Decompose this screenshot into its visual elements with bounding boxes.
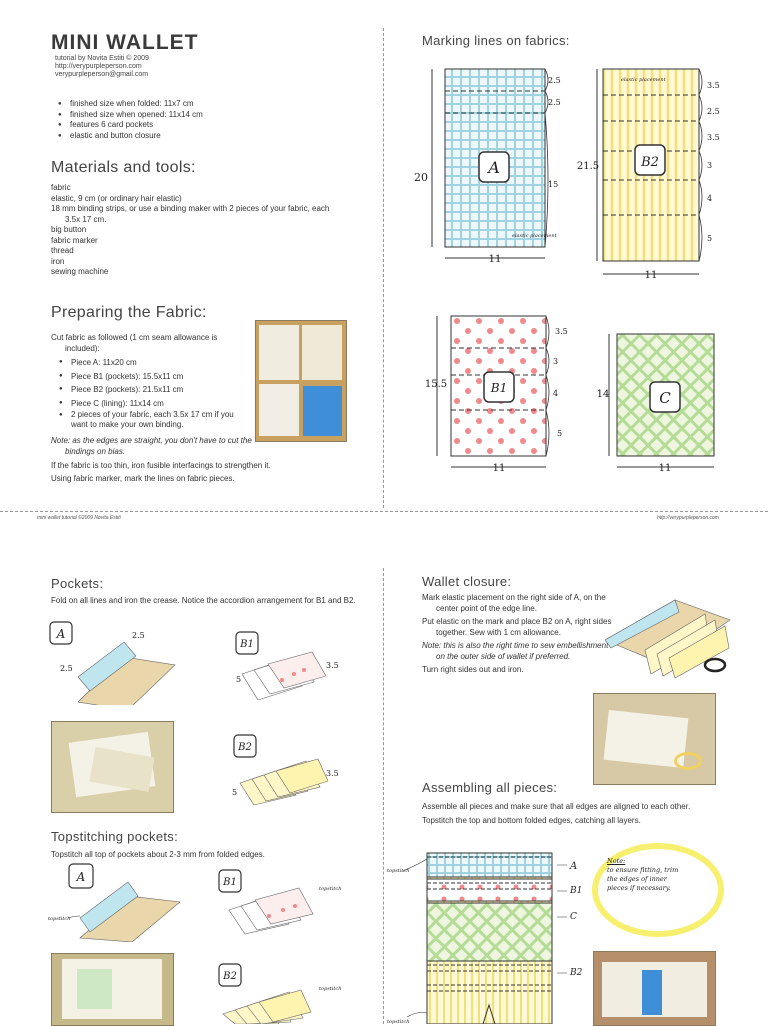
- piece-c-label: C: [659, 389, 671, 407]
- piece-b2-mark: 2.5: [707, 107, 720, 116]
- pocket-b1-dim: 3.5: [326, 661, 339, 670]
- pockets-text: Fold on all lines and iron the crease. Notice the accordion arrangement for B1 and B2.: [51, 596, 356, 605]
- piece-b1-width: 11: [492, 463, 506, 474]
- credit-line: tutorial by Novita Estiti © 2009: [55, 55, 149, 62]
- piece-c-width: 11: [658, 463, 672, 474]
- pocket-b2-diagram: [230, 733, 340, 808]
- piece-b2-mark: 3.5: [707, 133, 720, 142]
- topstitch-a-note: topstitch: [48, 916, 71, 922]
- closure-step: Put elastic on the mark and place B2 on A, right sides together. Sew with 1 cm allowance.: [422, 617, 612, 637]
- assembly-diagram: [385, 845, 600, 1024]
- topstitch-b2-note: topstitch: [319, 986, 342, 992]
- piece-b1-mark: 4: [553, 389, 559, 398]
- piece-a-height: 20: [414, 171, 428, 184]
- trim-note: [607, 857, 707, 893]
- piece-c: [597, 334, 714, 474]
- topstitch-b2-diagram: [215, 960, 345, 1024]
- pocket-b2-dim: 3.5: [326, 769, 339, 778]
- list-item: fabric: [51, 183, 71, 192]
- pocket-b1-diagram: [232, 630, 342, 700]
- list-item: elastic, 9 cm (or ordinary hair elastic): [51, 193, 182, 203]
- closure-heading: Wallet closure:: [422, 574, 512, 589]
- footer-right[interactable]: http://verypurpleperson.com: [657, 515, 719, 521]
- prep-heading: Preparing the Fabric:: [51, 304, 207, 321]
- piece-b2-width: 11: [644, 270, 658, 281]
- trim-note-title: Note:: [607, 857, 626, 865]
- list-item: big button: [51, 225, 87, 234]
- list-item: ● finished size when opened: 11x14 cm: [50, 110, 350, 121]
- assembly-label-c: C: [570, 912, 577, 922]
- list-item: sewing machine: [51, 267, 109, 276]
- pockets-heading: Pockets:: [51, 576, 104, 591]
- piece-b2-mark: 4: [707, 194, 713, 203]
- closure-photo: [593, 693, 716, 785]
- pockets-photo: [51, 721, 174, 813]
- prep-tip: If the fabric is too thin, iron fusible interfacings to strengthen it.: [51, 461, 271, 470]
- topstitch-b2-label: B2: [223, 971, 237, 982]
- piece-b1-label: B1: [490, 381, 508, 395]
- fabric-photo: [255, 320, 347, 442]
- closure-text: [422, 593, 617, 676]
- assembling-step: Topstitch the top and bottom folded edges, catching all layers.: [422, 815, 641, 825]
- piece-b1-height: 15.5: [424, 379, 448, 390]
- closure-note: Note: this is also the right time to sew embellishment on the outer side of wallet if preferred.: [422, 641, 609, 661]
- topstitch-text: Topstitch all top of pockets about 2-3 mm from folded edges.: [51, 850, 265, 859]
- assembling-step: Assemble all pieces and make sure that all edges are aligned to each other.: [422, 802, 691, 811]
- assembly-label-a: A: [570, 861, 578, 872]
- page-title: MINI WALLET: [51, 31, 199, 54]
- list-item: ● 2 pieces of your fabric, each 3.5x 17 cm if you want to make your own binding.: [51, 410, 251, 430]
- pocket-b1-label: B1: [240, 639, 254, 650]
- piece-a-mark: 15: [548, 180, 559, 189]
- piece-b2-mark: 5: [707, 234, 713, 243]
- list-item: ● Piece C (lining): 11x14 cm: [51, 397, 251, 411]
- pocket-a-label: A: [56, 627, 66, 641]
- piece-b1-mark: 5: [557, 429, 563, 438]
- list-item: thread: [51, 246, 74, 255]
- credits: [55, 55, 149, 79]
- prep-intro: Cut fabric as followed (1 cm seam allowance is included):: [51, 333, 218, 353]
- piece-b2-mark: 3.5: [707, 81, 720, 90]
- prep-tip: Using fabric marker, mark the lines on fabric pieces.: [51, 473, 235, 483]
- list-item: fabric marker: [51, 235, 98, 245]
- pocket-a-diagram: [48, 620, 188, 705]
- piece-b1-mark: 3: [553, 357, 559, 366]
- piece-b2-label: B2: [641, 155, 659, 170]
- topstitch-b1-label: B1: [223, 877, 237, 888]
- piece-a-width: 11: [488, 254, 502, 265]
- piece-a-label: A: [488, 158, 500, 177]
- trim-note-line: to ensure fitting, trim: [607, 866, 679, 874]
- piece-a-mark: 2.5: [548, 76, 561, 85]
- materials-list: [51, 183, 341, 278]
- assembly-photo: [593, 951, 716, 1026]
- list-item: ● Piece B1 (pockets): 15.5x11 cm: [51, 370, 251, 384]
- closure-diagram: [605, 590, 735, 685]
- page-divider: [383, 568, 384, 1024]
- pocket-a-dim: 2.5: [132, 631, 145, 640]
- list-item: iron: [51, 256, 65, 266]
- materials-heading: Materials and tools:: [51, 159, 196, 176]
- piece-b1: [425, 316, 568, 474]
- pocket-b2-dim: 5: [232, 788, 238, 797]
- list-item: 18 mm binding strips, or use a binding maker with 2 pieces of your fabric, each 3.5x 17 cm.: [51, 204, 330, 224]
- closure-step: Mark elastic placement on the right side of A, on the center point of the edge line.: [422, 593, 606, 613]
- assembly-topstitch-note: topstitch: [387, 1019, 410, 1024]
- list-item: ● Piece B2 (pockets): 21.5x11 cm: [51, 383, 251, 397]
- prep-list: [51, 356, 251, 430]
- list-item: ● Piece A: 11x20 cm: [51, 356, 251, 370]
- credit-url[interactable]: http://verypurpleperson.com: [55, 63, 142, 70]
- assembly-label-b1: B1: [570, 886, 583, 896]
- piece-a-elastic-note: elastic placement: [512, 233, 557, 239]
- topstitch-a-diagram: [48, 862, 183, 942]
- topstitch-a-label: A: [76, 870, 86, 884]
- assembly-topstitch-note: topstitch: [387, 868, 410, 874]
- topstitch-heading: Topstitching pockets:: [51, 829, 178, 844]
- assembling-heading: Assembling all pieces:: [422, 780, 558, 795]
- pocket-a-dim: 2.5: [60, 664, 73, 673]
- piece-b2-elastic-note: elastic placement: [621, 77, 666, 83]
- piece-c-height: 14: [596, 389, 610, 400]
- list-item: ● features 6 card pockets: [50, 120, 350, 131]
- trim-note-line: pieces if necessary.: [607, 884, 671, 892]
- assembly-label-b2: B2: [570, 968, 583, 978]
- footer-left: mini wallet tutorial ©2009 Novita Estiti: [37, 515, 121, 521]
- piece-b1-mark: 3.5: [555, 327, 568, 336]
- assembling-text: [422, 802, 722, 826]
- piece-b2-mark: 3: [707, 161, 713, 170]
- closure-step: Turn right sides out and iron.: [422, 665, 524, 674]
- list-item: ● elastic and button closure: [50, 131, 350, 142]
- piece-a: [414, 69, 561, 265]
- marking-heading: Marking lines on fabrics:: [422, 33, 570, 48]
- list-item: ● finished size when folded: 11x7 cm: [50, 99, 350, 110]
- topstitch-photo: [51, 953, 174, 1026]
- topstitch-b1-diagram: [215, 868, 345, 938]
- topstitch-b1-note: topstitch: [319, 886, 342, 892]
- prep-note: Note: as the edges are straight, you don't have to cut the bindings on bias.: [51, 436, 252, 456]
- feature-list: [50, 99, 350, 141]
- piece-a-mark: 2.5: [548, 98, 561, 107]
- marking-diagram: [385, 55, 735, 485]
- pocket-b1-dim: 5: [236, 675, 242, 684]
- piece-b2-height: 21.5: [576, 161, 600, 172]
- page-divider: [383, 28, 384, 508]
- pocket-b2-label: B2: [238, 742, 252, 753]
- piece-b2: [577, 69, 720, 281]
- page-separator: [0, 511, 768, 512]
- credit-email[interactable]: verypurpleperson@gmail.com: [55, 71, 149, 78]
- prep-section: [51, 333, 251, 430]
- trim-note-line: the edges of inner: [607, 875, 667, 883]
- prep-tips: [51, 461, 351, 484]
